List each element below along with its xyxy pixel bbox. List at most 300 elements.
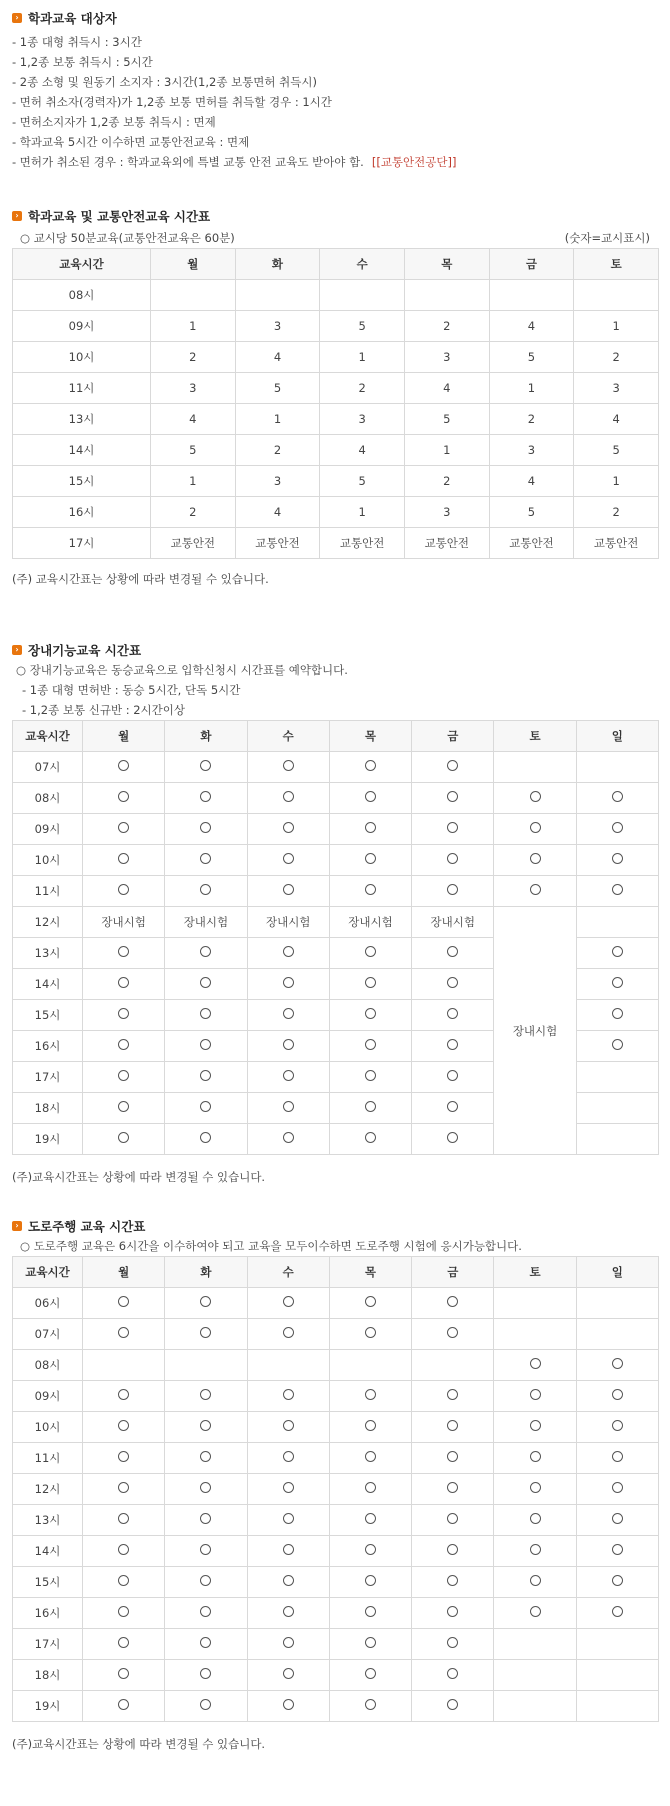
available-slot: [329, 814, 411, 845]
circle-mark-icon: [365, 884, 376, 895]
table-row: [13, 1412, 659, 1443]
circle-mark-icon: [283, 1544, 294, 1555]
table-row: [13, 497, 659, 528]
circle-mark-icon: [447, 946, 458, 957]
circle-mark-icon: [612, 791, 623, 802]
column-header: 목: [329, 1257, 411, 1288]
available-slot: [247, 1412, 329, 1443]
table-cell: 1: [320, 342, 405, 373]
table-cell: 5: [489, 342, 574, 373]
available-slot: [412, 752, 494, 783]
available-slot: [83, 1124, 165, 1155]
circle-mark-icon: [365, 1451, 376, 1462]
table-cell: [576, 752, 658, 783]
circle-mark-icon: [200, 1132, 211, 1143]
section-title: › 도로주행 교육 시간표: [12, 1216, 658, 1236]
safety-agency-link[interactable]: [[교통안전공단]]: [371, 155, 457, 169]
table-cell: 1: [320, 497, 405, 528]
circle-mark-icon: [283, 1482, 294, 1493]
circle-mark-icon: [283, 1575, 294, 1586]
table-cell: [83, 1350, 165, 1381]
available-slot: [576, 1381, 658, 1412]
circle-mark-icon: [612, 1389, 623, 1400]
available-slot: [329, 1062, 411, 1093]
available-slot: [576, 783, 658, 814]
circle-mark-icon: [447, 1132, 458, 1143]
available-slot: [83, 1691, 165, 1722]
available-slot: [247, 1660, 329, 1691]
table-header-row: [13, 249, 659, 280]
list-item: - 학과교육 5시간 이수하면 교통안전교육 : 면제: [12, 135, 250, 149]
available-slot: [412, 876, 494, 907]
table-cell: [576, 1629, 658, 1660]
circle-mark-icon: [365, 1637, 376, 1648]
circle-mark-icon: [118, 1575, 129, 1586]
available-slot: [165, 1443, 247, 1474]
table-cell: 교통안전: [404, 528, 489, 559]
circle-mark-icon: [200, 1039, 211, 1050]
table-cell: [404, 280, 489, 311]
available-slot: [412, 969, 494, 1000]
available-slot: [247, 1031, 329, 1062]
available-slot: [83, 876, 165, 907]
circle-mark-icon: [447, 1575, 458, 1586]
circle-mark-icon: [200, 1008, 211, 1019]
circle-mark-icon: [447, 822, 458, 833]
available-slot: [247, 783, 329, 814]
time-cell: 11시: [13, 1443, 83, 1474]
available-slot: [329, 1598, 411, 1629]
column-header: 수: [320, 249, 405, 280]
table-cell: 4: [235, 497, 320, 528]
time-cell: 11시: [13, 876, 83, 907]
table-cell: [494, 1629, 576, 1660]
time-cell: 10시: [13, 342, 151, 373]
available-slot: [247, 938, 329, 969]
available-slot: [494, 783, 576, 814]
circle-mark-icon: [447, 760, 458, 771]
time-cell: 15시: [13, 1567, 83, 1598]
table-cell: 장내시험: [83, 907, 165, 938]
circle-mark-icon: [447, 1513, 458, 1524]
available-slot: [247, 1474, 329, 1505]
circle-mark-icon: [118, 760, 129, 771]
column-header: 교육시간: [13, 721, 83, 752]
available-slot: [247, 1505, 329, 1536]
circle-mark-icon: [530, 822, 541, 833]
circle-mark-icon: [365, 1132, 376, 1143]
section-title: › 장내기능교육 시간표: [12, 640, 658, 660]
available-slot: [165, 1412, 247, 1443]
circle-mark-icon: [365, 1101, 376, 1112]
road-note: ○ 도로주행 교육은 6시간을 이수하여야 되고 교육을 모두이수하면 도로주행 시험에 응시가능합니다.: [20, 1239, 522, 1253]
available-slot: [329, 783, 411, 814]
circle-mark-icon: [447, 1008, 458, 1019]
table-cell: [494, 1319, 576, 1350]
table-row: [13, 1567, 659, 1598]
available-slot: [494, 1381, 576, 1412]
table-cell: 장내시험: [412, 907, 494, 938]
circle-mark-icon: [447, 1039, 458, 1050]
circle-mark-icon: [283, 1451, 294, 1462]
available-slot: [576, 1567, 658, 1598]
footnote: (주)교육시간표는 상황에 따라 변경될 수 있습니다.: [12, 1170, 266, 1184]
column-header: 토: [494, 1257, 576, 1288]
time-cell: 17시: [13, 1062, 83, 1093]
column-header: 화: [165, 721, 247, 752]
table-cell: 1: [489, 373, 574, 404]
table-cell: 5: [574, 435, 659, 466]
table-row: [13, 1350, 659, 1381]
table-row: [13, 752, 659, 783]
available-slot: [165, 1124, 247, 1155]
circle-mark-icon: [530, 1482, 541, 1493]
time-cell: 18시: [13, 1660, 83, 1691]
available-slot: [412, 1629, 494, 1660]
circle-mark-icon: [447, 1389, 458, 1400]
available-slot: [576, 969, 658, 1000]
circle-mark-icon: [118, 1482, 129, 1493]
circle-mark-icon: [612, 822, 623, 833]
time-cell: 15시: [13, 1000, 83, 1031]
table-cell: 3: [235, 466, 320, 497]
column-header: 월: [83, 721, 165, 752]
circle-mark-icon: [365, 1482, 376, 1493]
table-row: [13, 1505, 659, 1536]
circle-mark-icon: [200, 1482, 211, 1493]
circle-mark-icon: [283, 822, 294, 833]
available-slot: [247, 876, 329, 907]
table-cell: 5: [320, 466, 405, 497]
available-slot: [576, 845, 658, 876]
available-slot: [329, 1660, 411, 1691]
circle-mark-icon: [447, 1420, 458, 1431]
section-title: › 학과교육 대상자: [12, 8, 658, 28]
available-slot: [576, 1505, 658, 1536]
available-slot: [329, 1691, 411, 1722]
available-slot: [412, 814, 494, 845]
footnote: (주) 교육시간표는 상황에 따라 변경될 수 있습니다.: [12, 572, 269, 586]
available-slot: [83, 1319, 165, 1350]
road-timetable: [12, 1256, 659, 1722]
circle-mark-icon: [118, 1544, 129, 1555]
circle-mark-icon: [530, 1606, 541, 1617]
table-row: [13, 814, 659, 845]
available-slot: [576, 814, 658, 845]
column-header: 금: [412, 721, 494, 752]
table-row: [13, 1691, 659, 1722]
time-cell: 12시: [13, 1474, 83, 1505]
circle-mark-icon: [612, 1606, 623, 1617]
circle-mark-icon: [283, 1296, 294, 1307]
available-slot: [412, 783, 494, 814]
available-slot: [494, 876, 576, 907]
available-slot: [494, 1474, 576, 1505]
available-slot: [83, 1474, 165, 1505]
circle-mark-icon: [530, 1575, 541, 1586]
circle-mark-icon: [200, 977, 211, 988]
available-slot: [165, 1536, 247, 1567]
available-slot: [412, 845, 494, 876]
circle-mark-icon: [365, 1699, 376, 1710]
table-cell: [576, 1319, 658, 1350]
circle-mark-icon: [365, 1544, 376, 1555]
list-item: - 면허소지자가 1,2종 보통 취득시 : 면제: [12, 115, 216, 129]
circle-mark-icon: [612, 1544, 623, 1555]
table-cell: 2: [151, 342, 236, 373]
circle-mark-icon: [283, 1101, 294, 1112]
table-row: [13, 466, 659, 497]
time-cell: 12시: [13, 907, 83, 938]
theory-note: ○ 교시당 50분교육(교통안전교육은 60분) (숫자=교시표시): [20, 231, 650, 245]
table-cell: 1: [574, 466, 659, 497]
time-cell: 09시: [13, 1381, 83, 1412]
time-cell: 17시: [13, 1629, 83, 1660]
table-row: [13, 1381, 659, 1412]
time-cell: 13시: [13, 404, 151, 435]
arrow-bullet-icon: ›: [12, 645, 22, 655]
circle-mark-icon: [365, 760, 376, 771]
saturday-exam-cell: 장내시험: [494, 907, 576, 1155]
available-slot: [412, 1505, 494, 1536]
available-slot: [329, 845, 411, 876]
table-cell: 3: [574, 373, 659, 404]
table-row: [13, 1629, 659, 1660]
available-slot: [576, 938, 658, 969]
circle-mark-icon: [447, 1327, 458, 1338]
circle-mark-icon: [200, 1513, 211, 1524]
table-cell: [576, 1093, 658, 1124]
circle-mark-icon: [283, 1637, 294, 1648]
circle-mark-icon: [200, 1389, 211, 1400]
circle-mark-icon: [612, 853, 623, 864]
available-slot: [329, 1319, 411, 1350]
available-slot: [412, 1062, 494, 1093]
circle-mark-icon: [118, 1296, 129, 1307]
table-cell: 2: [574, 342, 659, 373]
table-cell: 1: [404, 435, 489, 466]
circle-mark-icon: [447, 977, 458, 988]
circle-mark-icon: [118, 1389, 129, 1400]
circle-mark-icon: [447, 1637, 458, 1648]
circle-mark-icon: [365, 1575, 376, 1586]
circle-mark-icon: [283, 1327, 294, 1338]
table-row: [13, 783, 659, 814]
available-slot: [329, 1381, 411, 1412]
table-row: [13, 1443, 659, 1474]
available-slot: [247, 1567, 329, 1598]
arrow-bullet-icon: ›: [12, 13, 22, 23]
table-cell: 4: [489, 466, 574, 497]
circle-mark-icon: [612, 977, 623, 988]
table-cell: 2: [235, 435, 320, 466]
circle-mark-icon: [447, 1668, 458, 1679]
table-header-row: [13, 721, 659, 752]
table-row: [13, 435, 659, 466]
table-cell: 5: [235, 373, 320, 404]
time-cell: 10시: [13, 845, 83, 876]
available-slot: [329, 1474, 411, 1505]
circle-mark-icon: [447, 1482, 458, 1493]
circle-mark-icon: [200, 1699, 211, 1710]
circle-mark-icon: [118, 1513, 129, 1524]
circle-mark-icon: [118, 1420, 129, 1431]
circle-mark-icon: [365, 853, 376, 864]
column-header: 수: [247, 721, 329, 752]
circle-mark-icon: [118, 822, 129, 833]
available-slot: [165, 1093, 247, 1124]
table-cell: 장내시험: [329, 907, 411, 938]
available-slot: [83, 1381, 165, 1412]
table-row: [13, 1660, 659, 1691]
available-slot: [576, 1000, 658, 1031]
available-slot: [247, 1062, 329, 1093]
table-cell: 4: [489, 311, 574, 342]
table-cell: 장내시험: [165, 907, 247, 938]
circle-mark-icon: [118, 884, 129, 895]
circle-mark-icon: [365, 1668, 376, 1679]
section-course: [12, 640, 658, 1187]
table-header-row: [13, 1257, 659, 1288]
circle-mark-icon: [200, 1637, 211, 1648]
circle-mark-icon: [283, 1070, 294, 1081]
circle-mark-icon: [530, 1513, 541, 1524]
circle-mark-icon: [530, 1358, 541, 1369]
available-slot: [165, 1567, 247, 1598]
circle-mark-icon: [283, 1420, 294, 1431]
available-slot: [412, 1536, 494, 1567]
circle-mark-icon: [612, 1358, 623, 1369]
available-slot: [83, 1000, 165, 1031]
available-slot: [412, 1288, 494, 1319]
available-slot: [329, 969, 411, 1000]
time-cell: 19시: [13, 1691, 83, 1722]
time-cell: 16시: [13, 1598, 83, 1629]
table-cell: [494, 1660, 576, 1691]
table-row: [13, 373, 659, 404]
table-row: [13, 280, 659, 311]
available-slot: [165, 814, 247, 845]
circle-mark-icon: [365, 1039, 376, 1050]
available-slot: [576, 1443, 658, 1474]
circle-mark-icon: [200, 946, 211, 957]
table-cell: [576, 1660, 658, 1691]
circle-mark-icon: [447, 1101, 458, 1112]
time-cell: 07시: [13, 1319, 83, 1350]
available-slot: [412, 1093, 494, 1124]
table-cell: [576, 907, 658, 938]
available-slot: [165, 1288, 247, 1319]
table-row: [13, 1536, 659, 1567]
circle-mark-icon: [200, 1606, 211, 1617]
available-slot: [247, 1093, 329, 1124]
circle-mark-icon: [283, 1039, 294, 1050]
circle-mark-icon: [530, 1544, 541, 1555]
available-slot: [576, 1536, 658, 1567]
section-target: [12, 8, 658, 172]
circle-mark-icon: [447, 853, 458, 864]
available-slot: [329, 1567, 411, 1598]
available-slot: [329, 752, 411, 783]
available-slot: [247, 1443, 329, 1474]
circle-mark-icon: [447, 1451, 458, 1462]
table-cell: 3: [151, 373, 236, 404]
column-header: 일: [576, 1257, 658, 1288]
circle-mark-icon: [283, 1606, 294, 1617]
circle-mark-icon: [283, 791, 294, 802]
circle-mark-icon: [283, 853, 294, 864]
available-slot: [165, 969, 247, 1000]
time-cell: 14시: [13, 1536, 83, 1567]
time-cell: 14시: [13, 969, 83, 1000]
list-item: - 1종 대형 취득시 : 3시간: [12, 35, 142, 49]
available-slot: [247, 814, 329, 845]
available-slot: [329, 1505, 411, 1536]
table-cell: 5: [489, 497, 574, 528]
circle-mark-icon: [612, 1008, 623, 1019]
table-cell: 3: [489, 435, 574, 466]
column-header: 금: [489, 249, 574, 280]
list-item: - 면허가 취소된 경우 : 학과교육외에 특별 교통 안전 교육도 받아야 함. [[교통안전공단]]: [12, 155, 457, 169]
table-row: [13, 404, 659, 435]
section-road: [12, 1216, 658, 1754]
available-slot: [83, 1031, 165, 1062]
circle-mark-icon: [612, 1575, 623, 1586]
circle-mark-icon: [200, 853, 211, 864]
time-cell: 06시: [13, 1288, 83, 1319]
table-cell: 3: [404, 342, 489, 373]
circle-mark-icon: [612, 1482, 623, 1493]
circle-mark-icon: [530, 1420, 541, 1431]
table-cell: [235, 280, 320, 311]
available-slot: [165, 1381, 247, 1412]
circle-mark-icon: [118, 977, 129, 988]
table-cell: 2: [574, 497, 659, 528]
column-header: 토: [494, 721, 576, 752]
circle-mark-icon: [365, 1070, 376, 1081]
table-cell: [574, 280, 659, 311]
table-row: [13, 342, 659, 373]
circle-mark-icon: [365, 977, 376, 988]
table-cell: 4: [151, 404, 236, 435]
circle-mark-icon: [118, 1327, 129, 1338]
available-slot: [83, 783, 165, 814]
circle-mark-icon: [612, 1513, 623, 1524]
available-slot: [329, 1031, 411, 1062]
circle-mark-icon: [200, 760, 211, 771]
table-cell: 2: [404, 466, 489, 497]
table-cell: [151, 280, 236, 311]
available-slot: [83, 1536, 165, 1567]
available-slot: [412, 1691, 494, 1722]
available-slot: [494, 1567, 576, 1598]
circle-mark-icon: [283, 1132, 294, 1143]
time-cell: 16시: [13, 497, 151, 528]
circle-mark-icon: [118, 791, 129, 802]
column-header: 교육시간: [13, 249, 151, 280]
available-slot: [247, 1598, 329, 1629]
available-slot: [165, 752, 247, 783]
table-cell: [412, 1350, 494, 1381]
table-cell: 3: [320, 404, 405, 435]
course-timetable: [12, 720, 659, 1155]
available-slot: [247, 1381, 329, 1412]
table-row: [13, 1288, 659, 1319]
circle-mark-icon: [118, 1039, 129, 1050]
table-row: [13, 845, 659, 876]
circle-mark-icon: [118, 1637, 129, 1648]
available-slot: [412, 1381, 494, 1412]
